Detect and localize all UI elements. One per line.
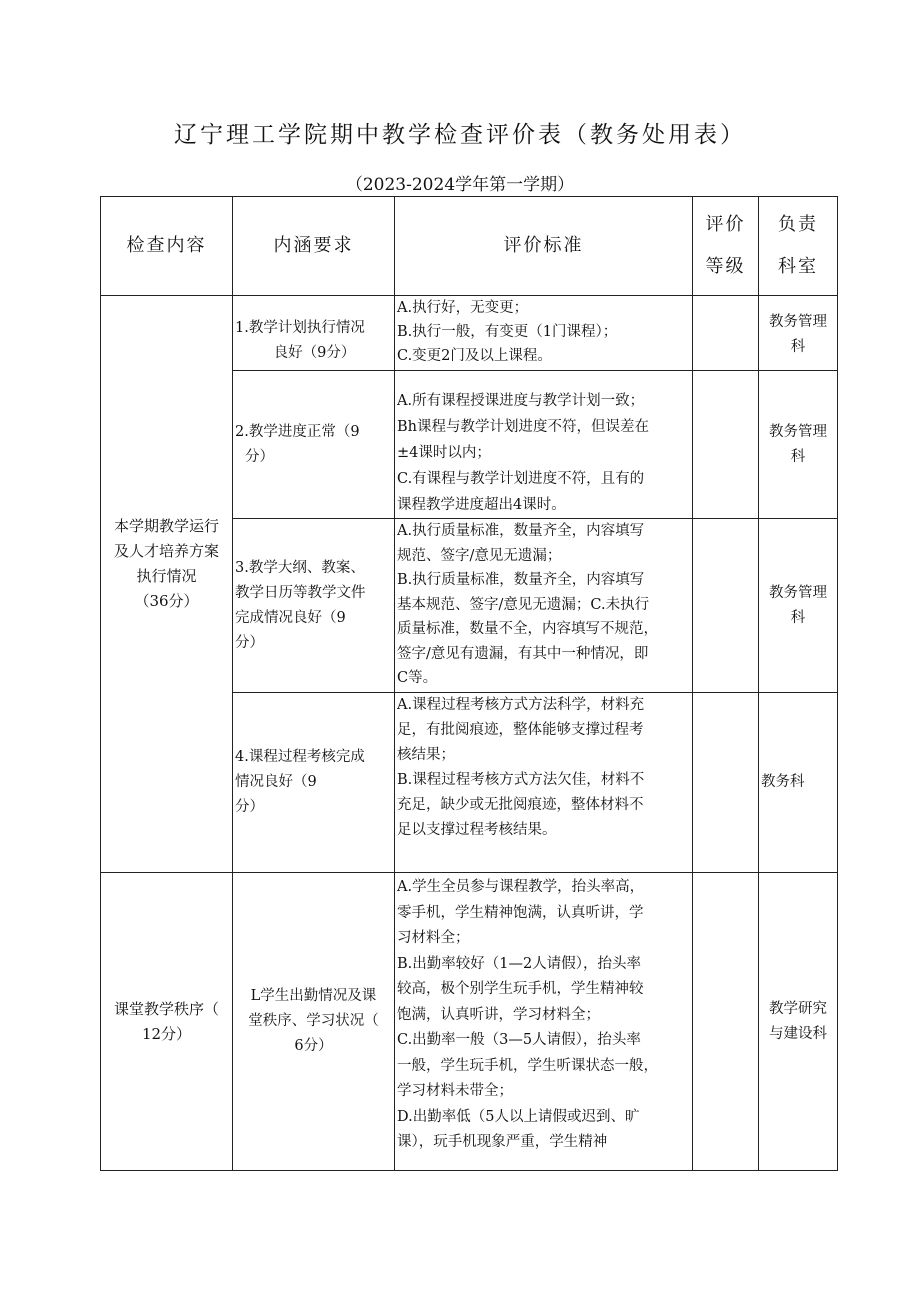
header-dept-line: 负责 — [778, 214, 818, 235]
text-line: A.课程过程考核方式方法科学，材料充 — [397, 697, 645, 713]
header-grade-line: 评价 — [705, 214, 746, 235]
row-1-criteria — [394, 295, 693, 371]
text-line: 足，有批阅痕迹，整体能够支撑过程考 — [397, 722, 644, 738]
text-line: 较高，极个别学生玩手机，学生精神较 — [397, 981, 644, 997]
row-3-requirement — [232, 518, 395, 693]
row-4-requirement — [232, 692, 395, 873]
group-line: 执行情况 — [136, 567, 197, 585]
group-line: 及人才培养方案 — [113, 542, 219, 560]
text-line: 教学研究 — [769, 1000, 827, 1017]
text-line: 充足，缺少或无批阅痕迹，整体材料不 — [397, 797, 644, 813]
text-line: 核结果； — [397, 747, 455, 763]
row-2-requirement — [232, 370, 395, 519]
text-line: 分） — [245, 448, 274, 465]
row-1-requirement — [232, 295, 395, 371]
text-line: C.变更2门及以上课程。 — [397, 348, 552, 364]
text-line: 足以支撑过程考核结果。 — [397, 822, 557, 838]
text-line: B.执行一般，有变更（1门课程）； — [397, 324, 618, 340]
text-line: B.课程过程考核方式方法欠佳，材料不 — [397, 772, 645, 788]
row-4-dept — [758, 692, 838, 873]
text-line: 学习材料未带全； — [397, 1083, 513, 1099]
group-cell-classroom — [100, 872, 233, 1171]
text-line: L学生出勤情况及课 — [250, 988, 377, 1004]
text-line: 教务管理 — [769, 314, 827, 330]
text-line: Bh课程与教学计划进度不符，但误差在 — [397, 418, 649, 435]
text-line: 教务管理 — [769, 584, 827, 601]
text-line: 3.教学大纲、教案、 — [235, 559, 365, 576]
row-5-dept — [758, 872, 838, 1171]
header-grade — [692, 196, 759, 296]
text-line: 教务管理 — [769, 423, 827, 440]
text-line: 规范、签字/意见无遗漏； — [397, 547, 562, 564]
group-line: 本学期教学运行 — [113, 517, 219, 535]
text-line: 良好（9分） — [273, 345, 356, 361]
group-cell-operation — [100, 295, 233, 873]
text-line: 课），玩手机现象严重，学生精神 — [397, 1134, 608, 1150]
row-2-grade[interactable] — [692, 370, 759, 519]
text-line: 教务科 — [761, 774, 805, 790]
text-line: 4.课程过程考核完成 — [235, 749, 365, 765]
text-line: 分） — [235, 799, 264, 815]
header-dept — [758, 196, 838, 296]
text-line: A.执行好，无变更； — [397, 300, 529, 316]
text-line: 情况良好（9 — [235, 774, 317, 790]
text-line: 基本规范、签字/意见无遗漏；C.未执行 — [397, 596, 650, 613]
text-line: A.学生全员参与课程教学，抬头率高， — [397, 879, 645, 895]
text-line: 课程教学进度超出4课时。 — [397, 496, 566, 513]
text-line: 签字/意见有遗漏，有其中一种情况，即 — [397, 645, 649, 662]
row-3-criteria — [394, 518, 693, 693]
row-5-grade[interactable] — [692, 872, 759, 1171]
text-line: C等。 — [397, 670, 438, 686]
text-line: 堂秩序、学习状况（ — [248, 1013, 379, 1029]
header-criteria: 评价标准 — [394, 196, 693, 296]
text-line: ±4课时以内； — [397, 444, 491, 461]
header-dept-line: 科室 — [778, 256, 818, 277]
text-line: 科 — [790, 609, 806, 626]
row-5-requirement — [232, 872, 395, 1171]
document-title: 辽宁理工学院期中教学检查评价表（教务处用表） — [174, 122, 746, 148]
row-2-criteria — [394, 370, 693, 519]
row-5-criteria — [394, 872, 693, 1171]
text-line: B.执行质量标准，数量齐全，内容填写 — [397, 572, 645, 588]
text-line: 一般，学生玩手机，学生听课状态一般， — [397, 1057, 658, 1074]
text-line: 习材料全； — [397, 930, 470, 946]
text-line: 完成情况良好（9 — [235, 609, 346, 626]
text-line: C.有课程与教学计划进度不符，且有的 — [397, 470, 645, 487]
row-3-grade[interactable] — [692, 518, 759, 693]
text-line: 1.教学计划执行情况 — [235, 320, 365, 336]
row-3-dept — [758, 518, 838, 693]
group-line: 12分） — [141, 1024, 192, 1043]
text-line: 零手机，学生精神饱满，认真听讲，学 — [397, 904, 644, 921]
row-4-grade[interactable] — [692, 692, 759, 873]
text-line: 6分） — [294, 1038, 333, 1054]
document-subtitle: （2023-2024学年第一学期） — [345, 175, 575, 195]
text-line: A.所有课程授课进度与教学计划一致； — [397, 392, 645, 409]
header-content: 检查内容 — [100, 196, 233, 296]
text-line: 教学日历等教学文件 — [235, 584, 366, 601]
row-4-criteria — [394, 692, 693, 873]
text-line: 分） — [235, 634, 264, 651]
row-1-dept — [758, 295, 838, 371]
row-2-dept — [758, 370, 838, 519]
text-line: 2.教学进度正常（9 — [235, 423, 360, 440]
row-1-grade[interactable] — [692, 295, 759, 371]
group-line: （36分） — [134, 592, 199, 610]
text-line: 科 — [790, 448, 806, 465]
text-line: A.执行质量标准，数量齐全，内容填写 — [397, 523, 645, 539]
text-line: 质量标准，数量不全，内容填写不规范， — [397, 621, 658, 637]
text-line: C.出勤率一般（3—5人请假），抬头率 — [397, 1032, 641, 1048]
group-line: 课堂教学秩序（ — [113, 999, 219, 1018]
header-requirement: 内涵要求 — [232, 196, 395, 296]
header-grade-line: 等级 — [705, 256, 746, 277]
text-line: 饱满，认真听讲，学习材料全； — [397, 1006, 600, 1023]
text-line: B.出勤率较好（1—2人请假），抬头率 — [397, 955, 641, 972]
text-line: 科 — [790, 339, 806, 355]
text-line: 与建设科 — [769, 1025, 827, 1042]
text-line: D.出勤率低（5人以上请假或迟到、旷 — [397, 1108, 640, 1125]
